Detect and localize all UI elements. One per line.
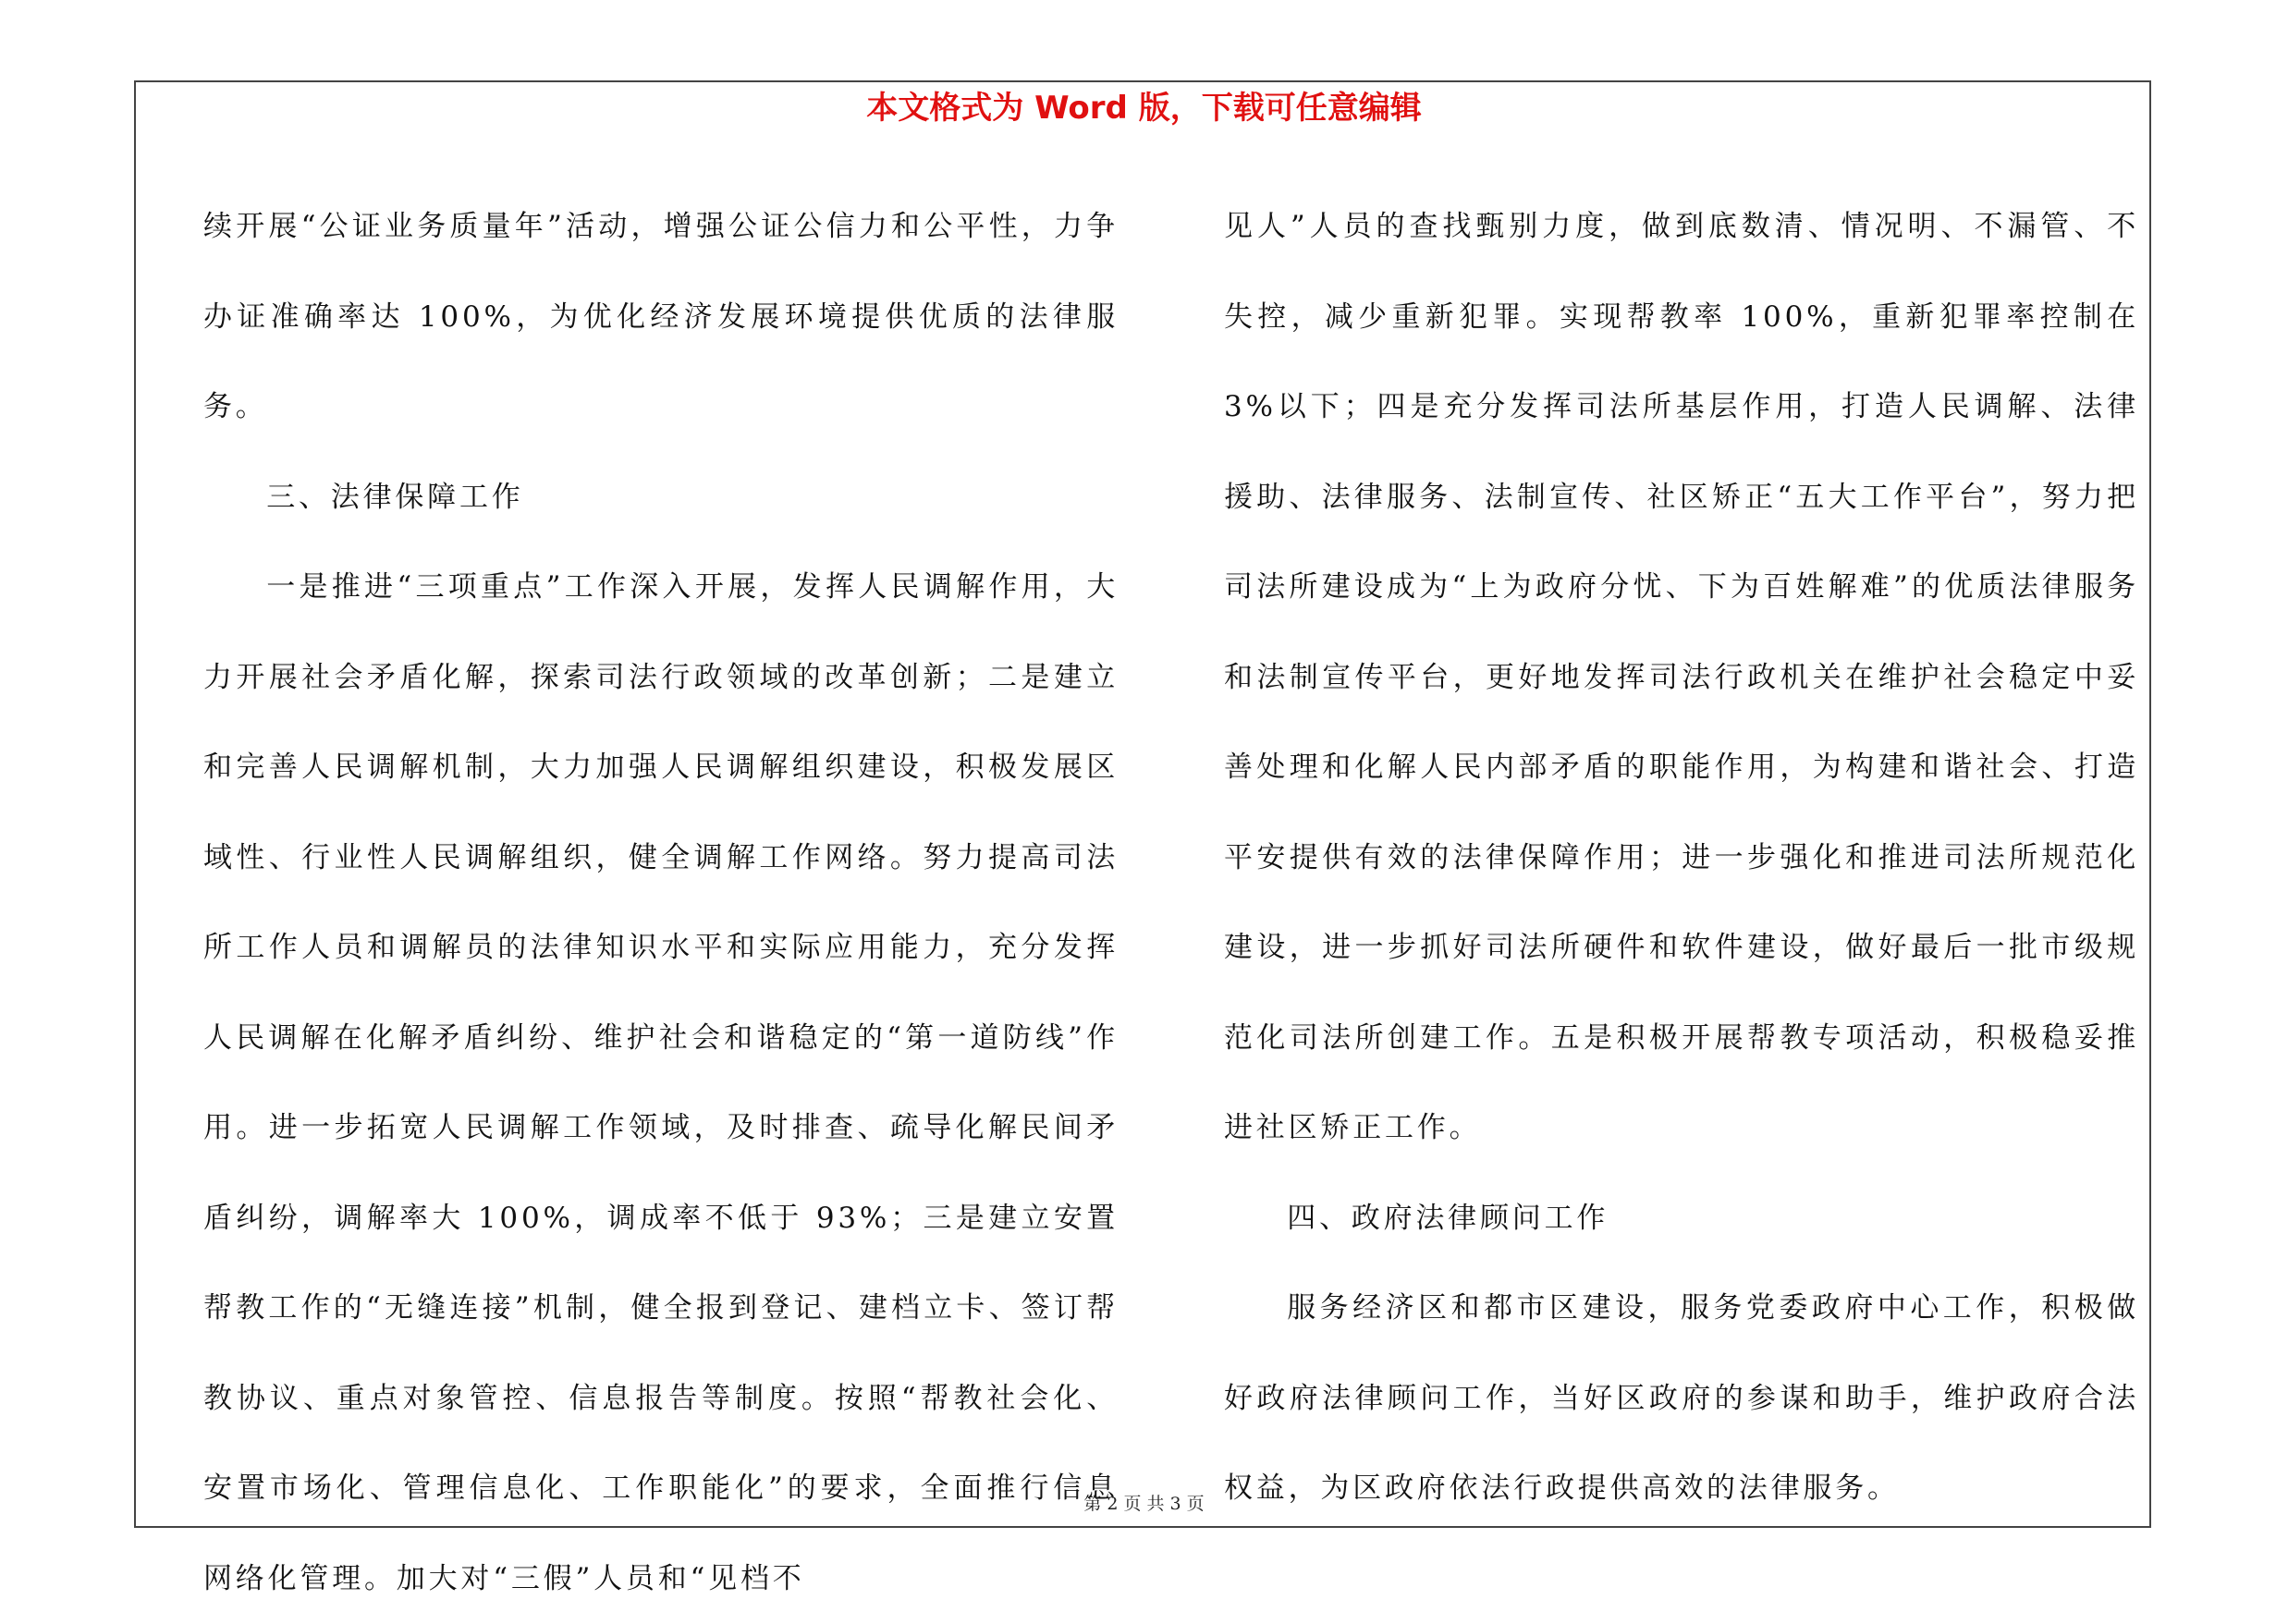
left-column (203, 182, 1119, 1624)
left-paragraph-1: 续开展“公证业务质量年”活动，增强公证公信力和公平性，力争办证准确率达 100%，为优化经济发展环境提供优质的法律服务。 (203, 210, 1119, 423)
word-format-banner: 本文格式为 Word 版，下载可任意编辑 (866, 90, 1422, 127)
right-paragraph-1: 见人”人员的查找甄别力度，做到底数清、情况明、不漏管、不失控，减少重新犯罪。实现帮教率 100%，重新犯罪率控制在 3%以下；四是充分发挥司法所基层作用，打造人民调解、法律援助、法律服务、法制宣传、社区矫正“五大工作平台”，努力把司法所建设成为“上为政府分忧、下为百姓解难”的优质法律服务和法制宣传平台，更好地发挥司法行政机关在维护社会稳定中妥善处理和化解人民内部矛盾的职能作用，为构建和谐社会、打造平安提供有效的法律保障作用；进一步强化和推进司法所规范化建设，进一步抓好司法所硬件和软件建设，做好最后一批市级规范化司法所创建工作。五是积极开展帮教专项活动，积极稳妥推进社区矫正工作。 (1224, 210, 2139, 1144)
right-column (1224, 182, 2139, 1534)
page-number: 第 2 页 共 3 页 (1083, 1494, 1205, 1514)
left-paragraph-2: 一是推进“三项重点”工作深入开展，发挥人民调解作用，大力开展社会矛盾化解，探索司法行政领域的改革创新；二是建立和完善人民调解机制，大力加强人民调解组织建设，积极发展区域性、行业性人民调解组织，健全调解工作网络。努力提高司法所工作人员和调解员的法律知识水平和实际应用能力，充分发挥人民调解在化解矛盾纠纷、维护社会和谐稳定的“第一道防线”作用。进一步拓宽人民调解工作领域，及时排查、疏导化解民间矛盾纠纷，调解率大 100%，调成率不低于 93%；三是建立安置帮教工作的“无缝连接”机制，健全报到登记、建档立卡、签订帮教协议、重点对象管控、信息报告等制度。按照“帮教社会化、安置市场化、管理信息化、工作职能化”的要求，全面推行信息网络化管理。加大对“三假”人员和“见档不 (203, 570, 1119, 1595)
right-paragraph-2: 服务经济区和都市区建设，服务党委政府中心工作，积极做好政府法律顾问工作，当好区政府的参谋和助手，维护政府合法权益，为区政府依法行政提供高效的法律服务。 (1224, 1291, 2139, 1505)
section-heading-4: 四、政府法律顾问工作 (1287, 1201, 1609, 1235)
section-heading-3: 三、法律保障工作 (266, 480, 524, 514)
